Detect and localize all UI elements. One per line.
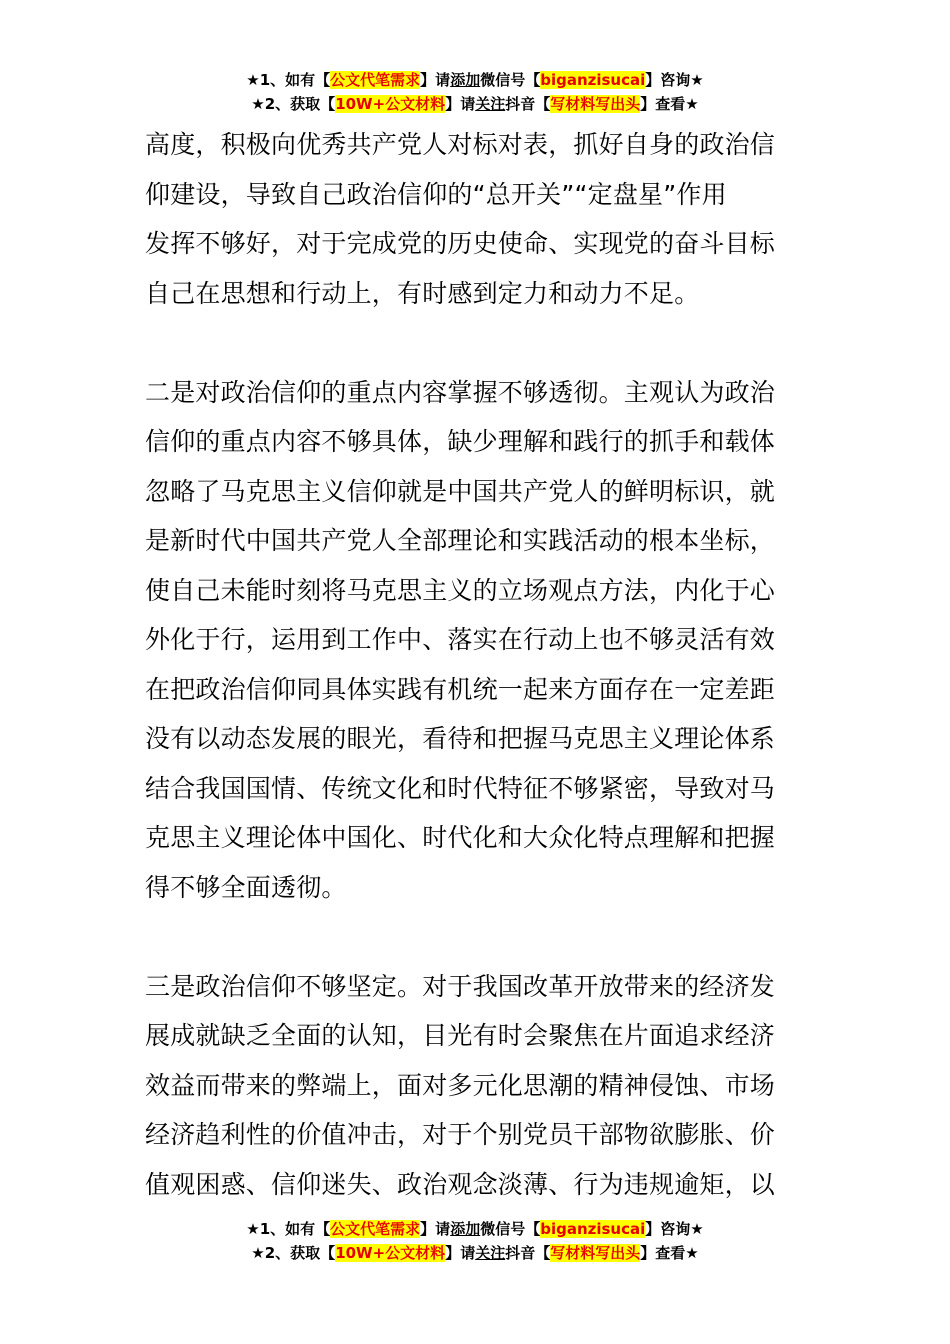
banner-highlight: 公文代笔需求 bbox=[330, 1220, 421, 1238]
banner-highlight: 写材料写出头 bbox=[550, 95, 641, 113]
paragraph-2 bbox=[145, 368, 815, 913]
banner-highlight: 写材料写出头 bbox=[550, 1244, 641, 1262]
text-line: 外化于行，运用到工作中、落实在行动上也不够灵活有效 bbox=[145, 625, 776, 654]
text-line: 得不够全面透彻。 bbox=[145, 872, 347, 902]
banner-highlight: 10W+公文材料 bbox=[335, 1244, 446, 1262]
banner-line-2: ★2、获取【10W+公文材料】请关注抖音【写材料写出头】查看★ bbox=[251, 1244, 699, 1262]
banner-highlight: 公文代笔需求 bbox=[330, 71, 421, 89]
text-line: 没有以动态发展的眼光，看待和把握马克思主义理论体系 bbox=[145, 724, 776, 753]
text-line: 信仰的重点内容不够具体，缺少理解和践行的抓手和载体 bbox=[145, 427, 776, 456]
text-line: 使自己未能时刻将马克思主义的立场观点方法，内化于心 bbox=[145, 575, 776, 605]
text-line: 发挥不够好，对于完成党的历史使命、实现党的奋斗目标 bbox=[145, 229, 776, 258]
paragraph-1 bbox=[145, 120, 815, 318]
text-line: 自己在思想和行动上，有时感到定力和动力不足。 bbox=[145, 278, 700, 308]
banner-highlight: biganzisucai bbox=[540, 1220, 646, 1238]
paragraph-gap bbox=[145, 912, 815, 962]
paragraph-gap bbox=[145, 318, 815, 368]
header-banner bbox=[0, 68, 950, 116]
banner-highlight: biganzisucai bbox=[540, 71, 646, 89]
text-line: 经济趋利性的价值冲击，对于个别党员干部物欲膨胀、价 bbox=[145, 1120, 776, 1149]
text-line: 仰建设，导致自己政治信仰的“总开关”“定盘星”作用 bbox=[145, 179, 727, 209]
text-line: 结合我国国情、传统文化和时代特征不够紧密，导致对马 bbox=[145, 773, 776, 803]
text-line: 三是政治信仰不够坚定。对于我国改革开放带来的经济发 bbox=[145, 971, 776, 1001]
banner-line-1: ★1、如有【公文代笔需求】请添加微信号【biganzisucai】咨询★ bbox=[246, 1220, 704, 1238]
text-line: 在把政治信仰同具体实践有机统一起来方面存在一定差距 bbox=[145, 674, 776, 704]
banner-line-2: ★2、获取【10W+公文材料】请关注抖音【写材料写出头】查看★ bbox=[251, 95, 699, 113]
banner-line-1: ★1、如有【公文代笔需求】请添加微信号【biganzisucai】咨询★ bbox=[246, 71, 704, 89]
paragraph-3 bbox=[145, 962, 815, 1210]
document-body bbox=[145, 120, 815, 1209]
text-line: 忽略了马克思主义信仰就是中国共产党人的鲜明标识，就 bbox=[145, 476, 776, 506]
text-line: 效益而带来的弊端上，面对多元化思潮的精神侵蚀、市场 bbox=[145, 1070, 776, 1100]
text-line: 高度，积极向优秀共产党人对标对表，抓好自身的政治信 bbox=[145, 130, 776, 159]
text-line: 值观困惑、信仰迷失、政治观念淡薄、行为违规逾矩，以 bbox=[145, 1169, 776, 1199]
text-line: 二是对政治信仰的重点内容掌握不够透彻。主观认为政治 bbox=[145, 377, 776, 407]
text-line: 是新时代中国共产党人全部理论和实践活动的根本坐标， bbox=[145, 526, 776, 555]
footer-banner bbox=[0, 1217, 950, 1265]
banner-highlight: 10W+公文材料 bbox=[335, 95, 446, 113]
text-line: 克思主义理论体中国化、时代化和大众化特点理解和把握 bbox=[145, 823, 776, 852]
text-line: 展成就缺乏全面的认知，目光有时会聚焦在片面追求经济 bbox=[145, 1021, 776, 1050]
